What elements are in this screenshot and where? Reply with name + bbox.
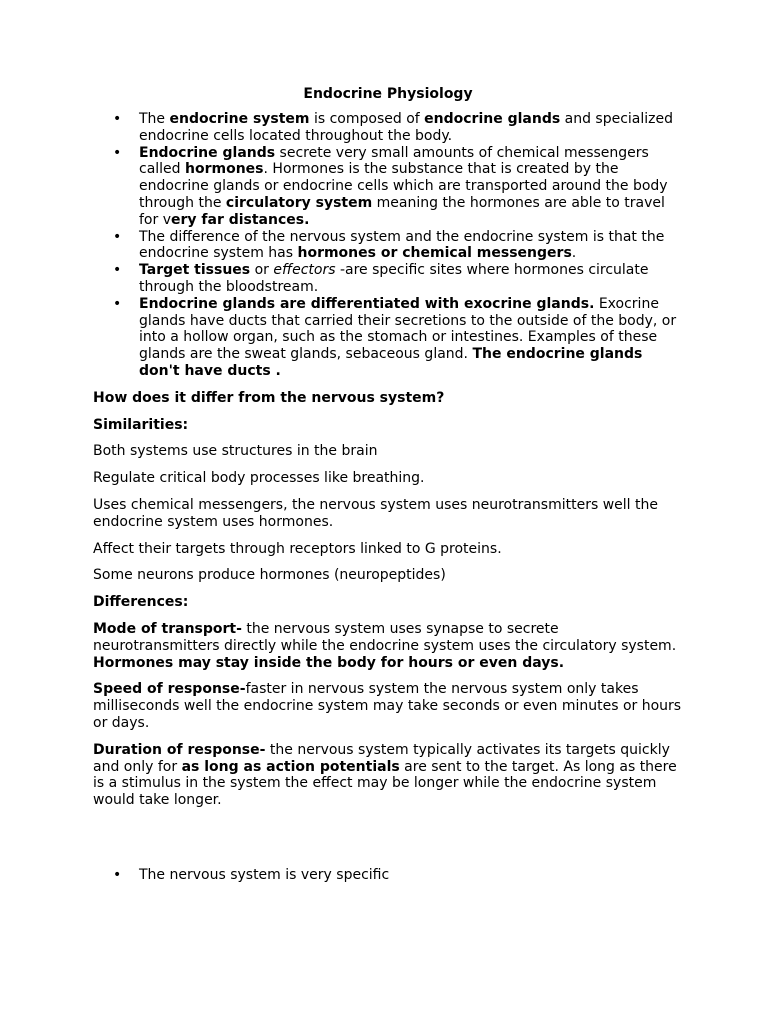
differences-heading: Differences: bbox=[93, 594, 189, 611]
text-run: Endocrine glands are differentiated with exocrine glands. bbox=[139, 295, 595, 312]
text-run: endocrine system bbox=[169, 111, 310, 127]
intro-bullet-item bbox=[93, 145, 683, 229]
bullet-icon: • bbox=[113, 111, 122, 127]
text-run: Endocrine glands bbox=[139, 144, 276, 161]
bullet-icon: • bbox=[113, 262, 122, 279]
text-run: The bbox=[139, 111, 170, 127]
similarities-heading: Similarities: bbox=[93, 416, 189, 433]
text-run: Speed of response- bbox=[93, 681, 246, 698]
intro-bullet-item bbox=[93, 111, 683, 145]
question-heading: How does it differ from the nervous system? bbox=[93, 389, 445, 406]
intro-bullet-item bbox=[93, 296, 683, 380]
similarity-item: Uses chemical messengers, the nervous system uses neurotransmitters well the endocrine system uses hormones. bbox=[93, 496, 658, 530]
text-run: -are specific sites where hormones circulate through the bloodstream. bbox=[139, 262, 649, 295]
difference-item bbox=[93, 681, 683, 731]
bullet-text bbox=[139, 296, 676, 379]
bullet-icon: • bbox=[113, 144, 122, 161]
bullet-text bbox=[139, 262, 649, 295]
text-run: Exocrine glands have ducts that carried their secretions to the outside of the body, or into a hollow organ, such as the stomach or intestines. Examples of these glands are the sweat glands, sebaceous gland. bbox=[139, 295, 677, 363]
bullet-text bbox=[139, 229, 664, 262]
text-run: the nervous system uses synapse to secrete neurotransmitters directly while the endocrine system uses the circulatory system. bbox=[93, 620, 677, 654]
text-run: circulatory system bbox=[225, 194, 373, 211]
similarity-item: Both systems use structures in the brain bbox=[93, 443, 378, 460]
bullet-text bbox=[139, 111, 673, 144]
difference-item bbox=[93, 621, 683, 671]
text-run: hormones or chemical messengers bbox=[297, 245, 572, 262]
text-run: endocrine glands bbox=[424, 111, 561, 127]
bullet-icon: • bbox=[113, 295, 122, 312]
text-run: Mode of transport- bbox=[93, 620, 242, 637]
document-page bbox=[93, 86, 683, 884]
text-run: The endocrine glands don't have ducts . bbox=[139, 346, 643, 379]
text-run: faster in nervous system the nervous system only takes milliseconds well the endocrine system may take seconds or even minutes or hours or days. bbox=[93, 681, 682, 731]
difference-item bbox=[93, 742, 683, 809]
text-run: . bbox=[571, 245, 577, 262]
text-run: Duration of response- bbox=[93, 741, 266, 758]
bullet-text: The nervous system is very specific bbox=[139, 866, 390, 883]
text-run: are sent to the target. As long as there is a stimulus in the system the effect may be longer while the endocrine system would take longer. bbox=[93, 758, 677, 809]
bullet-icon: • bbox=[113, 228, 122, 245]
text-run: or bbox=[250, 262, 274, 279]
bullet-text bbox=[139, 145, 668, 228]
text-run: Target tissues bbox=[139, 262, 251, 279]
text-run: secrete very small amounts of chemical messengers called bbox=[139, 144, 649, 178]
text-run: . Hormones is the substance that is created by the endocrine glands or endocrine cells which are transported around the body through the bbox=[139, 161, 668, 211]
text-run: ery far distances. bbox=[171, 211, 310, 228]
intro-bullet-list bbox=[93, 111, 683, 380]
text-run: The difference of the nervous system and the endocrine system is that the endocrine system has bbox=[139, 228, 665, 262]
bullet-icon: • bbox=[113, 866, 122, 883]
similarity-item: Regulate critical body processes like breathing. bbox=[93, 470, 425, 487]
final-bullet-list bbox=[93, 867, 683, 884]
text-run: Hormones may stay inside the body for hours or even days. bbox=[93, 654, 565, 671]
similarity-item: Some neurons produce hormones (neuropeptides) bbox=[93, 567, 446, 584]
text-run: and specialized endocrine cells located throughout the body. bbox=[139, 111, 673, 144]
text-run: is composed of bbox=[309, 111, 425, 127]
text-run: meaning the hormones are able to travel for v bbox=[139, 194, 665, 228]
similarity-item: Affect their targets through receptors linked to G proteins. bbox=[93, 540, 502, 557]
document-title: Endocrine Physiology bbox=[303, 86, 473, 102]
text-run: effectors bbox=[273, 262, 336, 279]
intro-bullet-item bbox=[93, 262, 683, 296]
final-bullet-item bbox=[93, 867, 683, 884]
intro-bullet-item bbox=[93, 229, 683, 263]
text-run: the nervous system typically activates its targets quickly and only for bbox=[93, 741, 670, 775]
text-run: as long as action potentials bbox=[181, 758, 400, 775]
text-run: hormones bbox=[185, 161, 264, 178]
